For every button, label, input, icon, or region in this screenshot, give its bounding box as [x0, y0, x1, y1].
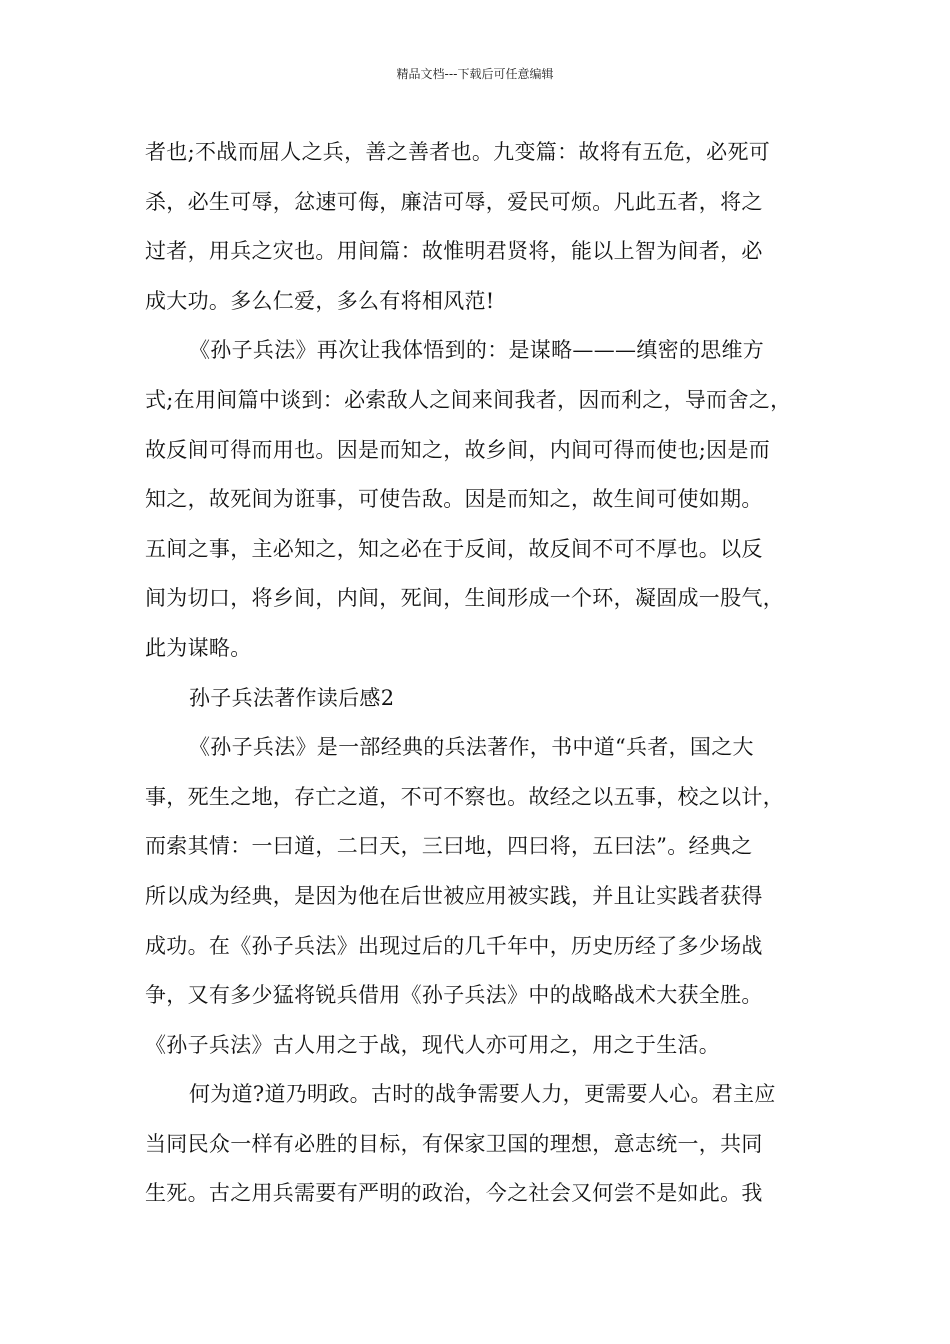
text-line: 式;在用间篇中谈到：必索敌人之间来间我者，因而利之，导而舍之， — [145, 387, 792, 412]
document-body — [145, 128, 807, 1219]
text-line: 成大功。多么仁爱，多么有将相风范! — [145, 288, 495, 313]
text-line: 当同民众一样有必胜的目标，有保家卫国的理想，意志统一，共同 — [145, 1131, 763, 1156]
text-line: 故反间可得而用也。因是而知之，故乡间，内间可得而使也;因是而 — [145, 437, 771, 462]
section-heading: 孙子兵法著作读后感2 — [189, 685, 395, 710]
text-line: 而索其情：一曰道，二曰天，三曰地，四曰将，五曰法”。经典之 — [145, 834, 753, 859]
page-header: 精品文档---下载后可任意编辑 — [396, 67, 554, 81]
text-line: 争，又有多少猛将锐兵借用《孙子兵法》中的战略战术大获全胜。 — [145, 983, 763, 1008]
text-line: 成功。在《孙子兵法》出现过后的几千年中，历史历经了多少场战 — [145, 933, 763, 958]
text-line: 生死。古之用兵需要有严明的政治，今之社会又何尝不是如此。我 — [145, 1181, 763, 1206]
text-line: 知之，故死间为诳事，可使告敌。因是而知之，故生间可使如期。 — [145, 487, 763, 512]
text-line: 此为谋略。 — [145, 635, 252, 660]
paragraph-start-line: 《孙子兵法》是一部经典的兵法著作，书中道“兵者，国之大 — [189, 735, 754, 760]
text-line: 过者，用兵之灾也。用间篇：故惟明君贤将，能以上智为间者，必 — [145, 239, 763, 264]
text-line: 所以成为经典，是因为他在后世被应用被实践，并且让实践者获得 — [145, 883, 763, 908]
text-line: 五间之事，主必知之，知之必在于反间，故反间不可不厚也。以反 — [145, 536, 763, 561]
paragraph-start-line: 何为道?道乃明政。古时的战争需要人力，更需要人心。君主应 — [189, 1082, 776, 1107]
text-line: 事，死生之地，存亡之道，不可不察也。故经之以五事，校之以计， — [145, 784, 784, 809]
text-line: 杀，必生可辱，忿速可侮，廉洁可辱，爱民可烦。凡此五者，将之 — [145, 189, 763, 214]
text-line: 《孙子兵法》古人用之于战，现代人亦可用之，用之于生活。 — [145, 1032, 721, 1057]
text-line: 者也;不战而屈人之兵，善之善者也。九变篇：故将有五危，必死可 — [145, 140, 771, 164]
text-line: 间为切口，将乡间，内间，死间，生间形成一个环，凝固成一股气， — [145, 586, 784, 611]
paragraph-start-line: 《孙子兵法》再次让我体悟到的：是谋略———缜密的思维方 — [189, 338, 765, 363]
